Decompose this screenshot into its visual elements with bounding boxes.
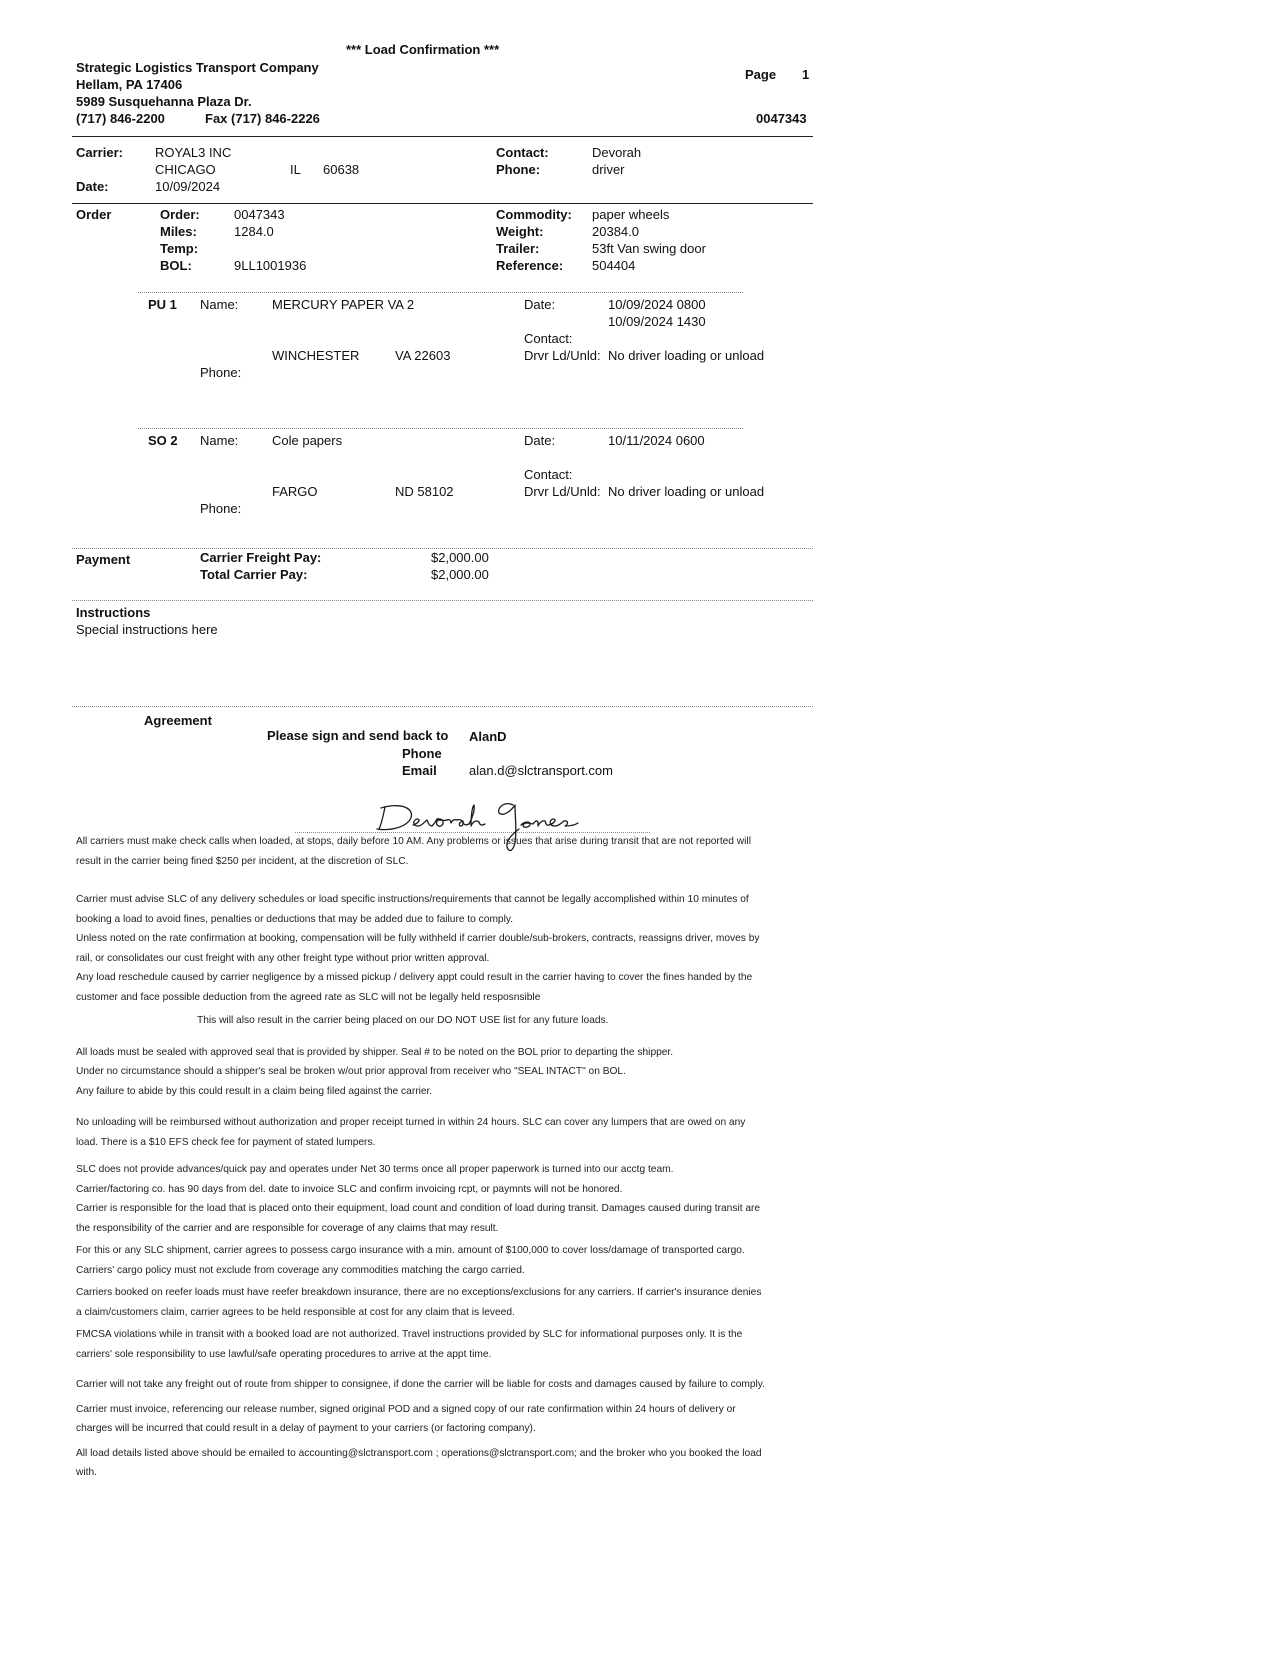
trailer-value: 53ft Van swing door [592, 241, 706, 256]
stop2-divider [138, 428, 743, 429]
reference-value: 504404 [592, 258, 636, 273]
legal-paragraph: Carrier must advise SLC of any delivery schedules or load specific instructions/requirements that cannot be legally accomplished within 10 minutes of booking a load to avoid fines, penalties or deductions that may be added due to failure to comply. [76, 894, 749, 925]
page-number: 1 [802, 67, 810, 82]
stop-date-end: 10/09/2024 1430 [608, 314, 706, 329]
legal-paragraph: FMCSA violations while in transit with a booked load are not authorized. Travel instructions provided by SLC for informational purposes only. It is the carriers' sole responsibility to use lawful/safe operating procedures to arrive at the appt time. [76, 1329, 743, 1360]
legal-paragraph: All carriers must make check calls when loaded, at stops, daily before 10 AM. Any problems or issues that arise during transit that are not reported will result in the carrier being fined $250 per incident, at the discretion of SLC. [76, 836, 751, 867]
legal-paragraph: Carrier/factoring co. has 90 days from del. date to invoice SLC and confirm invoicing rcpt, or paymnts will not be honored. [76, 1183, 623, 1195]
trailer-label: Trailer: [496, 241, 540, 256]
reference-label: Reference: [496, 258, 564, 273]
carrier-name: ROYAL3 INC [155, 145, 232, 160]
commodity-value: paper wheels [592, 207, 670, 222]
page-label: Page [745, 67, 777, 82]
stop-drvr-label: Drvr Ld/Unld: [524, 348, 601, 363]
agreement-label: Agreement [144, 713, 212, 728]
legal-paragraph: No unloading will be reimbursed without authorization and proper receipt turned in within 24 hours. SLC can cover any lumpers that are owed on any load. There is a $10 EFS check fee for payment of stated lumpers. [76, 1117, 746, 1148]
stop-drvr-value: No driver loading or unload [608, 348, 765, 363]
legal-paragraph: Any load reschedule caused by carrier negligence by a missed pickup / delivery appt could result in the carrier having to cover the fines handed by the customer and face possible deduction from the agreed rate as SLC will not be legally held resposnsible [76, 972, 753, 1003]
stop-date-label: Date: [524, 433, 556, 448]
weight-value: 20384.0 [592, 224, 639, 239]
order-section-label: Order [76, 207, 112, 222]
payment-section-label: Payment [76, 552, 131, 567]
agreement-email: alan.d@slctransport.com [469, 763, 613, 778]
payment-divider [72, 548, 813, 549]
carrier-city: CHICAGO [155, 162, 216, 177]
stop-name: MERCURY PAPER VA 2 [272, 297, 415, 312]
legal-terms [76, 832, 766, 1483]
stop-state-zip: VA 22603 [395, 348, 451, 363]
stop-state-zip: ND 58102 [395, 484, 454, 499]
stop-city: FARGO [272, 484, 318, 499]
legal-paragraph: SLC does not provide advances/quick pay and operates under Net 30 terms once all proper paperwork is turned into our acctg team. [76, 1164, 674, 1175]
legal-paragraph: All loads must be sealed with approved seal that is provided by shipper. Seal # to be noted on the BOL prior to departing the shipper. [76, 1046, 674, 1058]
stop-name: Cole papers [272, 433, 343, 448]
total-pay-label: Total Carrier Pay: [200, 567, 308, 582]
instructions-text: Special instructions here [76, 622, 218, 637]
legal-paragraph: All load details listed above should be emailed to accounting@slctransport.com ; operations@slctransport.com; and the broker who you booked the load with. [76, 1447, 762, 1478]
company-fax: Fax (717) 846-2226 [205, 111, 320, 126]
send-back-name: AlanD [469, 729, 507, 744]
stop-city: WINCHESTER [272, 348, 360, 363]
agreement-divider [72, 706, 813, 707]
document-number: 0047343 [756, 111, 807, 126]
stop-contact-label: Contact: [524, 331, 573, 346]
carrier-divider [72, 203, 813, 204]
stop-date-start: 10/11/2024 0600 [608, 433, 705, 448]
legal-paragraph: Carrier is responsible for the load that is placed onto their equipment, load count and condition of load during transit. Damages caused during transit are the responsibility of the carrier and are responsible for coverage of any claims that may result. [76, 1203, 761, 1234]
send-back-label: Please sign and send back to [267, 728, 449, 743]
carrier-label: Carrier: [76, 145, 123, 160]
carrier-zip: 60638 [323, 162, 360, 177]
freight-pay-label: Carrier Freight Pay: [200, 550, 322, 565]
commodity-label: Commodity: [496, 207, 572, 222]
total-pay-value: $2,000.00 [431, 567, 489, 582]
contact-label: Contact: [496, 145, 549, 160]
document-title: *** Load Confirmation *** [346, 42, 500, 57]
legal-paragraph: Carriers booked on reefer loads must have reefer breakdown insurance, there are no exceptions/exclusions for any carriers. If carrier's insurance denies a claim/customers claim, carrier agrees to be held responsible at cost for any claim that is leveed. [76, 1287, 762, 1318]
stop-drvr-value: No driver loading or unload [608, 484, 765, 499]
company-street: 5989 Susquehanna Plaza Dr. [76, 94, 252, 109]
company-phone: (717) 846-2200 [76, 111, 165, 126]
company-name: Strategic Logistics Transport Company [76, 60, 319, 75]
carrier-date-label: Date: [76, 179, 109, 194]
legal-paragraph: Any failure to abide by this could result in a claim being filed against the carrier. [76, 1085, 433, 1097]
order-label: Order: [160, 207, 200, 222]
stop-date-start: 10/09/2024 0800 [608, 297, 706, 312]
weight-label: Weight: [496, 224, 544, 239]
carrier-date: 10/09/2024 [155, 179, 221, 194]
contact-value: Devorah [592, 145, 642, 160]
phone-label: Phone: [496, 162, 541, 177]
header-divider [72, 136, 813, 137]
stop-code: SO 2 [148, 433, 178, 448]
instructions-divider [72, 600, 813, 601]
order-value: 0047343 [234, 207, 285, 222]
miles-value: 1284.0 [234, 224, 274, 239]
legal-paragraph: This will also result in the carrier being placed on our DO NOT USE list for any future loads. [197, 1015, 609, 1026]
stop-phone-label: Phone: [200, 501, 242, 516]
legal-paragraph: Unless noted on the rate confirmation at booking, compensation will be fully withheld if carrier double/sub-brokers, contracts, reassigns driver, moves by rail, or consolidates our cust freight with any other freight type without prior written approval. [76, 933, 760, 964]
agreement-email-label: Email [402, 763, 437, 778]
stop-date-label: Date: [524, 297, 556, 312]
stop1-divider [138, 292, 743, 293]
stop-name-label: Name: [200, 297, 239, 312]
temp-label: Temp: [160, 241, 199, 256]
stop-code: PU 1 [148, 297, 177, 312]
legal-paragraph: Carrier must invoice, referencing our release number, signed original POD and a signed copy of our rate confirmation within 24 hours of delivery or charges will be incurred that could result in a delay of payment to your carriers (or factoring company). [76, 1403, 736, 1434]
freight-pay-value: $2,000.00 [431, 550, 489, 565]
bol-value: 9LL1001936 [234, 258, 307, 273]
stop-name-label: Name: [200, 433, 239, 448]
company-city: Hellam, PA 17406 [76, 77, 183, 92]
legal-paragraph: Carrier will not take any freight out of route from shipper to consignee, if done the carrier will be liable for costs and damages caused by failure to comply. [76, 1379, 765, 1390]
legal-paragraph: Under no circumstance should a shipper's seal be broken w/out prior approval from receiver who "SEAL INTACT" on BOL. [76, 1066, 626, 1077]
stop-phone-label: Phone: [200, 365, 242, 380]
phone-value: driver [592, 162, 625, 177]
agreement-phone-label: Phone [402, 746, 442, 761]
carrier-state: IL [290, 162, 301, 177]
stop-contact-label: Contact: [524, 467, 573, 482]
miles-label: Miles: [160, 224, 197, 239]
instructions-label: Instructions [76, 605, 151, 620]
stop-drvr-label: Drvr Ld/Unld: [524, 484, 601, 499]
bol-label: BOL: [160, 258, 192, 273]
legal-paragraph: For this or any SLC shipment, carrier agrees to possess cargo insurance with a min. amount of $100,000 to cover loss/damage of transported cargo. Carriers' cargo policy must not exclude from coverage any commodities matching the cargo carried. [76, 1245, 745, 1276]
